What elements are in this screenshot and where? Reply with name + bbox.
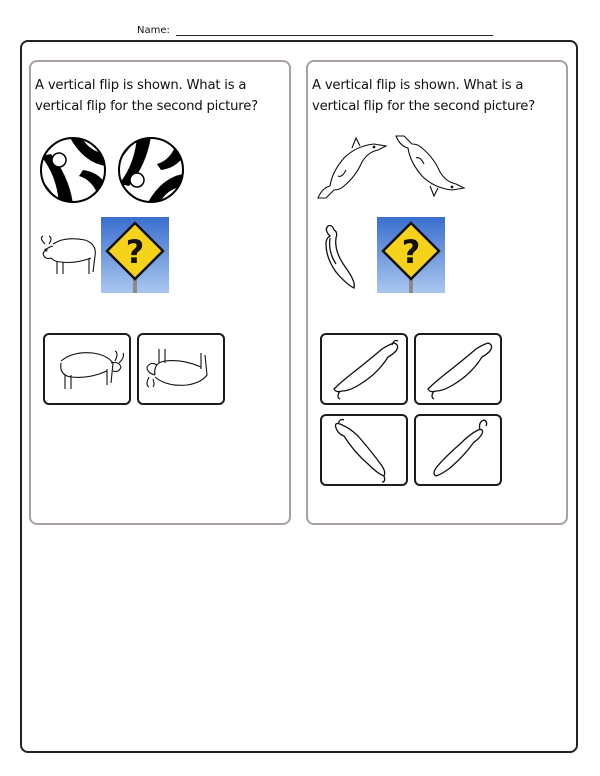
- answer-choice-2[interactable]: [137, 333, 225, 405]
- beach-ball-icon: [39, 136, 107, 204]
- yak-upside-down-icon: [139, 335, 223, 403]
- chili-pepper-option-1-icon: [322, 335, 406, 403]
- name-line: [0, 22, 600, 40]
- question-sign-icon: [377, 217, 445, 293]
- question-text: A vertical flip is shown. What is a vertical flip for the second picture?: [312, 78, 535, 114]
- answer-choice-1[interactable]: [320, 333, 408, 405]
- name-field[interactable]: [176, 35, 493, 36]
- question-text: A vertical flip is shown. What is a vertical flip for the second picture?: [35, 78, 258, 114]
- answer-choice-2[interactable]: [414, 333, 502, 405]
- question-panel-2: [306, 60, 568, 525]
- svg-text:?: ?: [125, 233, 145, 271]
- answer-choice-3[interactable]: [320, 414, 408, 486]
- name-label: Name:: [137, 25, 170, 36]
- answer-choice-1[interactable]: [43, 333, 131, 405]
- answer-choice-4[interactable]: [414, 414, 502, 486]
- yak-upright-icon: [45, 335, 129, 403]
- chili-pepper-icon: [316, 222, 364, 290]
- question-sign-icon: [101, 217, 169, 293]
- dolphin-icon: [312, 132, 390, 204]
- svg-text:?: ?: [401, 233, 421, 271]
- chili-pepper-option-3-icon: [322, 416, 406, 484]
- question-panel-1: [29, 60, 291, 525]
- chili-pepper-option-4-icon: [416, 416, 500, 484]
- beach-ball-flipped-icon: [117, 136, 185, 204]
- dolphin-flipped-icon: [390, 130, 468, 202]
- yak-icon: [35, 232, 99, 278]
- chili-pepper-option-2-icon: [416, 335, 500, 403]
